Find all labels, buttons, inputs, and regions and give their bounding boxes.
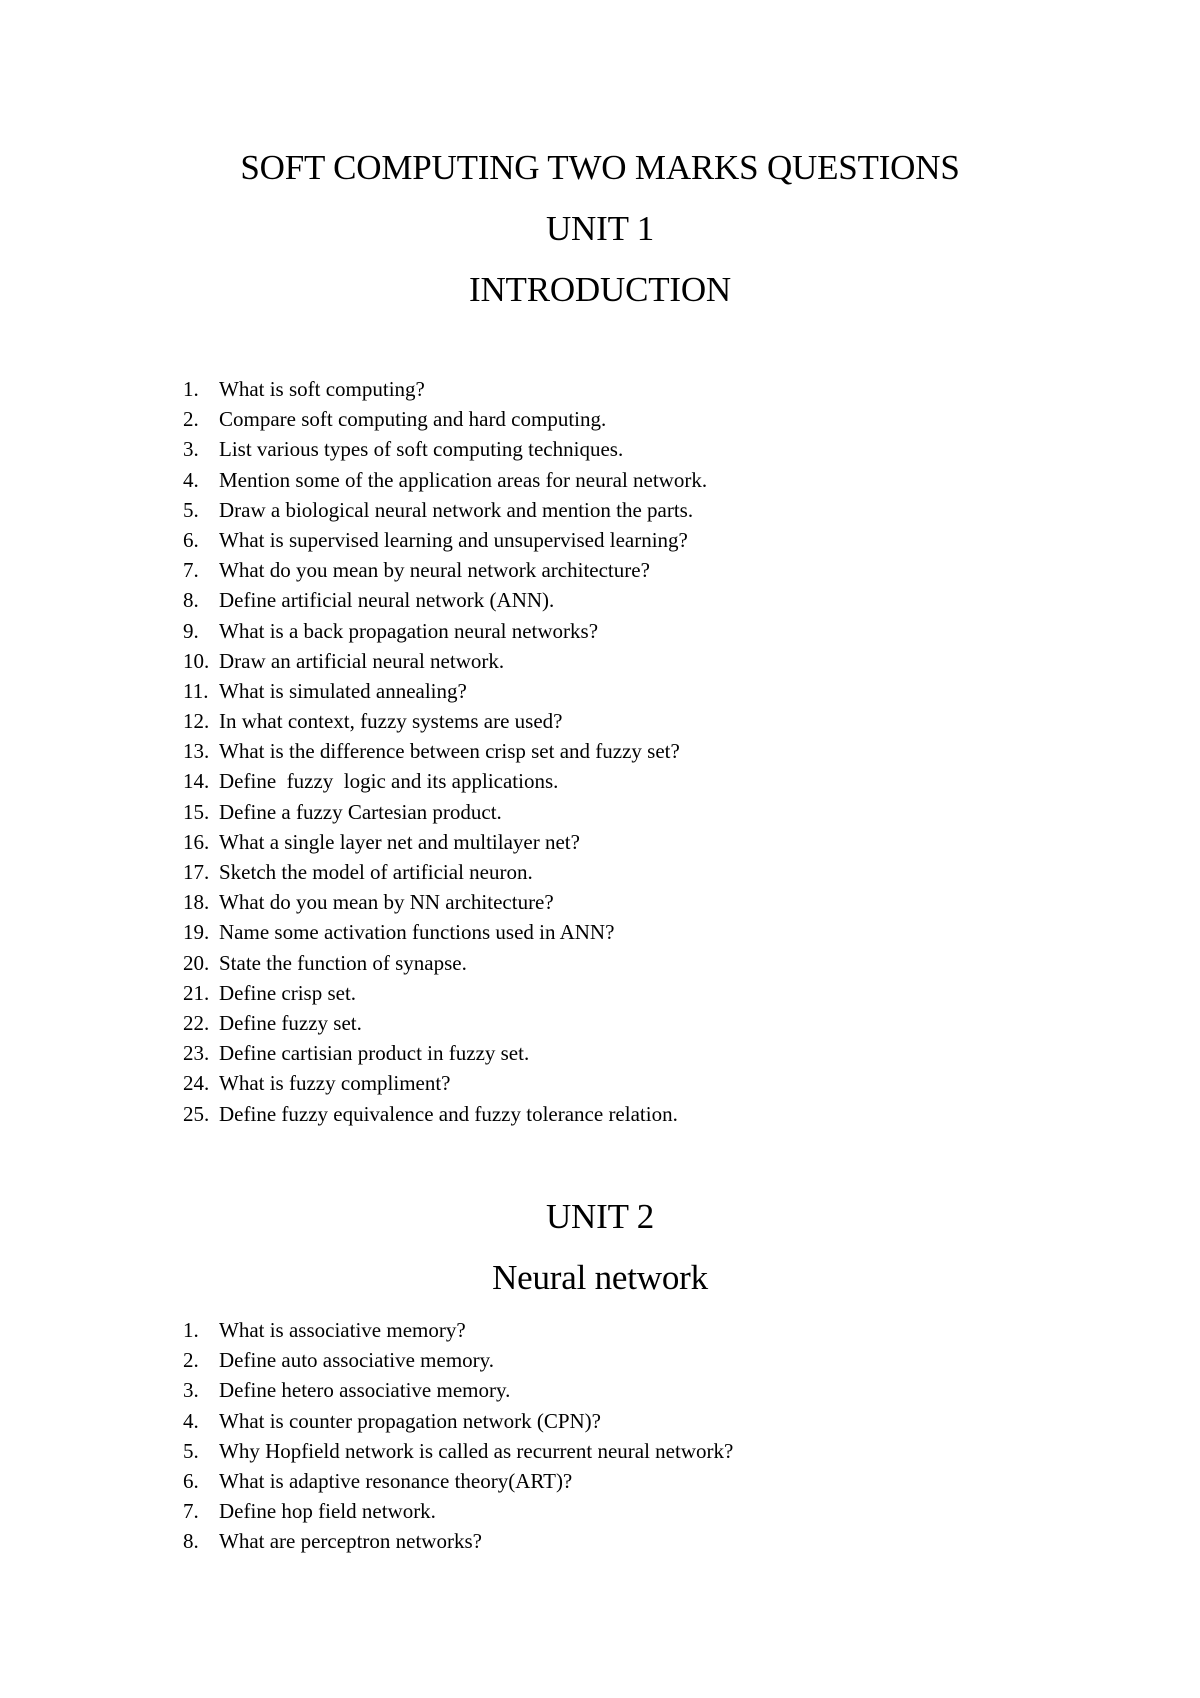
question-item — [0, 1345, 1200, 1375]
question-text: Draw a biological neural network and mention the parts. — [219, 497, 694, 522]
question-number: 25. — [183, 1101, 210, 1126]
question-text: What is fuzzy compliment? — [219, 1071, 451, 1096]
question-number: 7. — [183, 558, 199, 583]
question-number: 1. — [183, 377, 199, 401]
question-item — [0, 1466, 1200, 1496]
question-number: 15. — [183, 799, 210, 824]
question-number: 2. — [183, 1348, 199, 1373]
question-text: What is counter propagation network (CPN)? — [219, 1408, 601, 1433]
question-number: 4. — [183, 467, 199, 492]
question-number: 3. — [183, 437, 199, 462]
question-number: 13. — [183, 739, 210, 764]
question-text: Why Hopfield network is called as recurrent neural network? — [219, 1438, 734, 1463]
question-number: 11. — [183, 678, 209, 703]
question-text: What do you mean by neural network architecture? — [219, 558, 650, 583]
question-number: 5. — [183, 497, 199, 522]
question-number: 21. — [183, 980, 210, 1005]
question-number: 22. — [183, 1010, 210, 1035]
question-number: 6. — [183, 1468, 199, 1493]
question-text: What a single layer net and multilayer net? — [219, 829, 580, 854]
question-text: Define fuzzy equivalence and fuzzy tolerance relation. — [219, 1101, 678, 1126]
question-text: Name some activation functions used in ANN? — [219, 920, 615, 945]
question-item — [0, 736, 1200, 766]
question-text: Define a fuzzy Cartesian product. — [219, 799, 502, 824]
question-number: 12. — [183, 709, 210, 734]
question-item — [0, 585, 1200, 615]
question-item — [0, 676, 1200, 706]
unit-2-label: UNIT 2 — [545, 1197, 654, 1236]
document-title: SOFT COMPUTING TWO MARKS QUESTIONS — [240, 148, 960, 187]
question-item — [0, 797, 1200, 827]
question-number: 23. — [183, 1041, 210, 1066]
question-number: 9. — [183, 618, 199, 643]
question-number: 20. — [183, 950, 210, 975]
question-item — [0, 555, 1200, 585]
question-text: Define cartisian product in fuzzy set. — [219, 1041, 530, 1066]
question-item — [0, 1038, 1200, 1068]
question-number: 4. — [183, 1408, 199, 1433]
question-text: Define fuzzy set. — [219, 1010, 362, 1035]
question-number: 6. — [183, 527, 199, 552]
question-item — [0, 1436, 1200, 1466]
question-number: 1. — [183, 1318, 199, 1342]
question-number: 16. — [183, 829, 210, 854]
question-item — [0, 495, 1200, 525]
question-number: 19. — [183, 920, 210, 945]
question-item — [0, 525, 1200, 555]
question-item — [0, 827, 1200, 857]
question-item — [0, 1375, 1200, 1405]
question-text: What is soft computing? — [219, 377, 425, 401]
question-item — [0, 1406, 1200, 1436]
question-item — [0, 646, 1200, 676]
question-text: Sketch the model of artificial neuron. — [219, 860, 533, 884]
question-text: What is adaptive resonance theory(ART)? — [219, 1468, 573, 1493]
question-number: 8. — [183, 1529, 199, 1554]
question-text: Define hop field network. — [219, 1499, 436, 1524]
question-number: 14. — [183, 769, 210, 794]
question-item — [0, 948, 1200, 978]
question-number: 8. — [183, 588, 199, 613]
question-text: Compare soft computing and hard computing. — [219, 407, 607, 432]
question-item — [0, 616, 1200, 646]
question-item — [0, 1315, 1200, 1345]
question-number: 17. — [183, 860, 210, 884]
question-number: 5. — [183, 1438, 199, 1463]
question-number: 10. — [183, 648, 210, 673]
question-text: Define fuzzy logic and its applications. — [219, 769, 559, 794]
question-text: What is simulated annealing? — [219, 678, 467, 703]
question-text: Define hetero associative memory. — [219, 1378, 511, 1403]
question-text: What do you mean by NN architecture? — [219, 890, 554, 915]
question-number: 24. — [183, 1071, 210, 1096]
question-item — [0, 1068, 1200, 1098]
unit-2-question-list — [0, 1315, 1200, 1557]
question-item — [0, 766, 1200, 796]
question-text: What are perceptron networks? — [219, 1529, 482, 1554]
unit-1-topic: INTRODUCTION — [468, 270, 731, 309]
question-item — [0, 1008, 1200, 1038]
unit-1-label: UNIT 1 — [545, 209, 654, 248]
question-number: 3. — [183, 1378, 199, 1403]
question-item — [0, 887, 1200, 917]
question-item — [0, 1526, 1200, 1556]
question-number: 18. — [183, 890, 210, 915]
question-text: What is associative memory? — [219, 1318, 466, 1342]
unit-1-question-list — [0, 374, 1200, 1129]
question-text: Define auto associative memory. — [219, 1348, 495, 1373]
question-item — [0, 465, 1200, 495]
question-item — [0, 917, 1200, 947]
question-text: Draw an artificial neural network. — [219, 648, 505, 673]
question-text: Define crisp set. — [219, 980, 357, 1005]
question-text: What is supervised learning and unsupervised learning? — [219, 527, 688, 552]
question-item — [0, 706, 1200, 736]
question-number: 2. — [183, 407, 199, 432]
question-text: In what context, fuzzy systems are used? — [219, 709, 563, 734]
question-item — [0, 1496, 1200, 1526]
question-text: Define artificial neural network (ANN). — [219, 588, 555, 613]
question-text: Mention some of the application areas for neural network. — [219, 467, 708, 492]
question-number: 7. — [183, 1499, 199, 1524]
question-item — [0, 434, 1200, 464]
question-item — [0, 978, 1200, 1008]
question-text: What is the difference between crisp set and fuzzy set? — [219, 739, 680, 764]
question-item — [0, 857, 1200, 887]
question-item — [0, 404, 1200, 434]
question-item — [0, 374, 1200, 404]
question-text: List various types of soft computing techniques. — [219, 437, 624, 462]
unit-2-topic: Neural network — [492, 1258, 708, 1297]
question-text: State the function of synapse. — [219, 950, 467, 975]
question-item — [0, 1099, 1200, 1129]
question-text: What is a back propagation neural networks? — [219, 618, 599, 643]
